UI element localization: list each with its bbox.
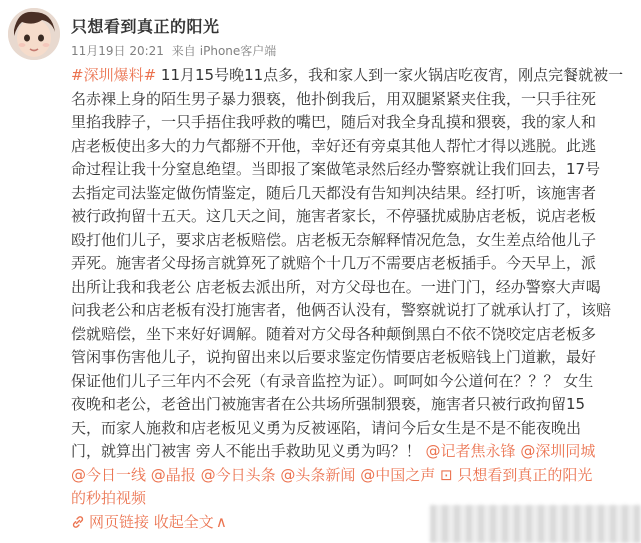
post-text-line (71, 464, 631, 488)
avatar-image (8, 8, 60, 60)
post-text-line (71, 276, 631, 300)
video-link[interactable]: ⊡ 只想看到真正的阳光 (439, 465, 593, 484)
post-text-segment: 保证他们儿子三年内不会死（有录音监控为证）。呵呵如今公道何在？？？ 女生 (71, 371, 594, 390)
post-text-line (71, 370, 631, 394)
post-text-line (71, 252, 631, 276)
post-body (71, 64, 631, 534)
post-text-segment: 命过程让我十分窒息绝望。当即报了案做笔录然后经办警察就让我们回去，17号 (71, 160, 601, 178)
post-text-segment: 弄死。施害者父母扬言就算死了就赔个十几万不需要店老板插手。今天早上，派 (71, 254, 597, 272)
link-icon (71, 515, 85, 529)
post-text-segment: 出所让我和我老公 店老板去派出所，对方父母也在。一进门门，经办警察大声喝 (71, 277, 601, 296)
post-text-segment: 11月15号晚11点多，我和家人到一家火锅店吃夜宵，刚点完餐就被一 (156, 66, 624, 84)
post-text-line (71, 229, 631, 253)
timestamp[interactable]: 11月19日 20:21 (71, 44, 164, 58)
post-text-segment: 问我老公和店老板有没打施害者，他俩否认没有，警察就说打了就承认打了，该赔 (71, 301, 612, 319)
mention-link[interactable]: @头条新闻 (280, 465, 356, 484)
mention-link[interactable]: @深圳同城 (520, 442, 596, 460)
post-text-line (71, 440, 631, 464)
post-text-line (71, 111, 631, 135)
source-prefix: 来自 (171, 44, 196, 58)
post-text-line (71, 417, 631, 441)
post-text-line (71, 64, 631, 88)
post-text-segment: 夜晚和老公，老爸出门被施害者在公共场所强制猥亵，施害者只被行政拘留15 (71, 395, 586, 413)
username[interactable]: 只想看到真正的阳光 (71, 17, 220, 36)
avatar[interactable] (8, 8, 60, 60)
video-link[interactable]: 的秒拍视频 (71, 489, 147, 507)
post-text-line (71, 346, 631, 370)
hashtag-link[interactable]: #深圳爆料# (71, 66, 157, 84)
post-text-line (71, 158, 631, 182)
source-client: iPhone客户端 (199, 44, 277, 58)
mention-link[interactable]: @记者焦永锋 (425, 442, 516, 460)
post-text-segment: 去指定司法鉴定做伤情鉴定，随后几天都没有告知判决结果。经打听，该施害者 (71, 183, 597, 202)
post-text-line (71, 299, 631, 323)
web-link[interactable]: 网页链接 (89, 512, 150, 531)
mention-link[interactable]: @晶报 (150, 465, 196, 484)
post-text-line (71, 205, 631, 229)
post-text-segment: 天，而家人施救和店老板见义勇为反被诬陷，请问今后女生是不是不能夜晚出 (71, 418, 582, 437)
pixelated-overlay (430, 505, 641, 543)
mention-link[interactable]: @中国之声 (360, 465, 436, 484)
post-text-segment: 殴打他们儿子，要求店老板赔偿。店老板无奈解释情况危急，女生差点给他儿子 (71, 230, 597, 249)
post-text-line (71, 182, 631, 206)
post-text-segment: 门，就算出门被害 旁人不能出手救助见义勇为吗？！ (71, 442, 426, 460)
post-text-segment: 被行政拘留十五天。这几天之间，施害者家长，不停骚扰威胁店老板，说店老板 (71, 207, 597, 225)
chevron-up-icon[interactable]: ∧ (215, 512, 227, 531)
post-text-line (71, 88, 631, 112)
post-text-segment: 名赤裸上身的陌生男子暴力猥亵，他扑倒我后，用双腿紧紧夹住我，一只手往死 (71, 89, 597, 108)
post-text-segment: 里掐我脖子，一只手捂住我呼救的嘴巴，随后对我全身乱摸和猥亵，我的家人和 (71, 113, 597, 131)
post-text-segment: 店老板使出多大的力气都掰不开他，幸好还有旁桌其他人帮忙才得以逃脱。此逃 (71, 136, 597, 155)
mention-link[interactable]: @今日头条 (200, 465, 276, 484)
post-text-segment: 管闲事伤害他儿子，说拘留出来以后要求鉴定伤情要店老板赔钱上门道歉，最好 (71, 348, 597, 366)
post-meta (71, 42, 280, 59)
mention-link[interactable]: @今日一线 (71, 465, 147, 484)
collapse-button[interactable]: 收起全文 (153, 512, 214, 531)
post-text-line (71, 323, 631, 347)
post-text-line (71, 393, 631, 417)
post-text-segment: 偿就赔偿，坐下来好好调解。随着对方父母各种颠倒黑白不依不饶咬定店老板多 (71, 324, 597, 343)
post-text-line (71, 135, 631, 159)
